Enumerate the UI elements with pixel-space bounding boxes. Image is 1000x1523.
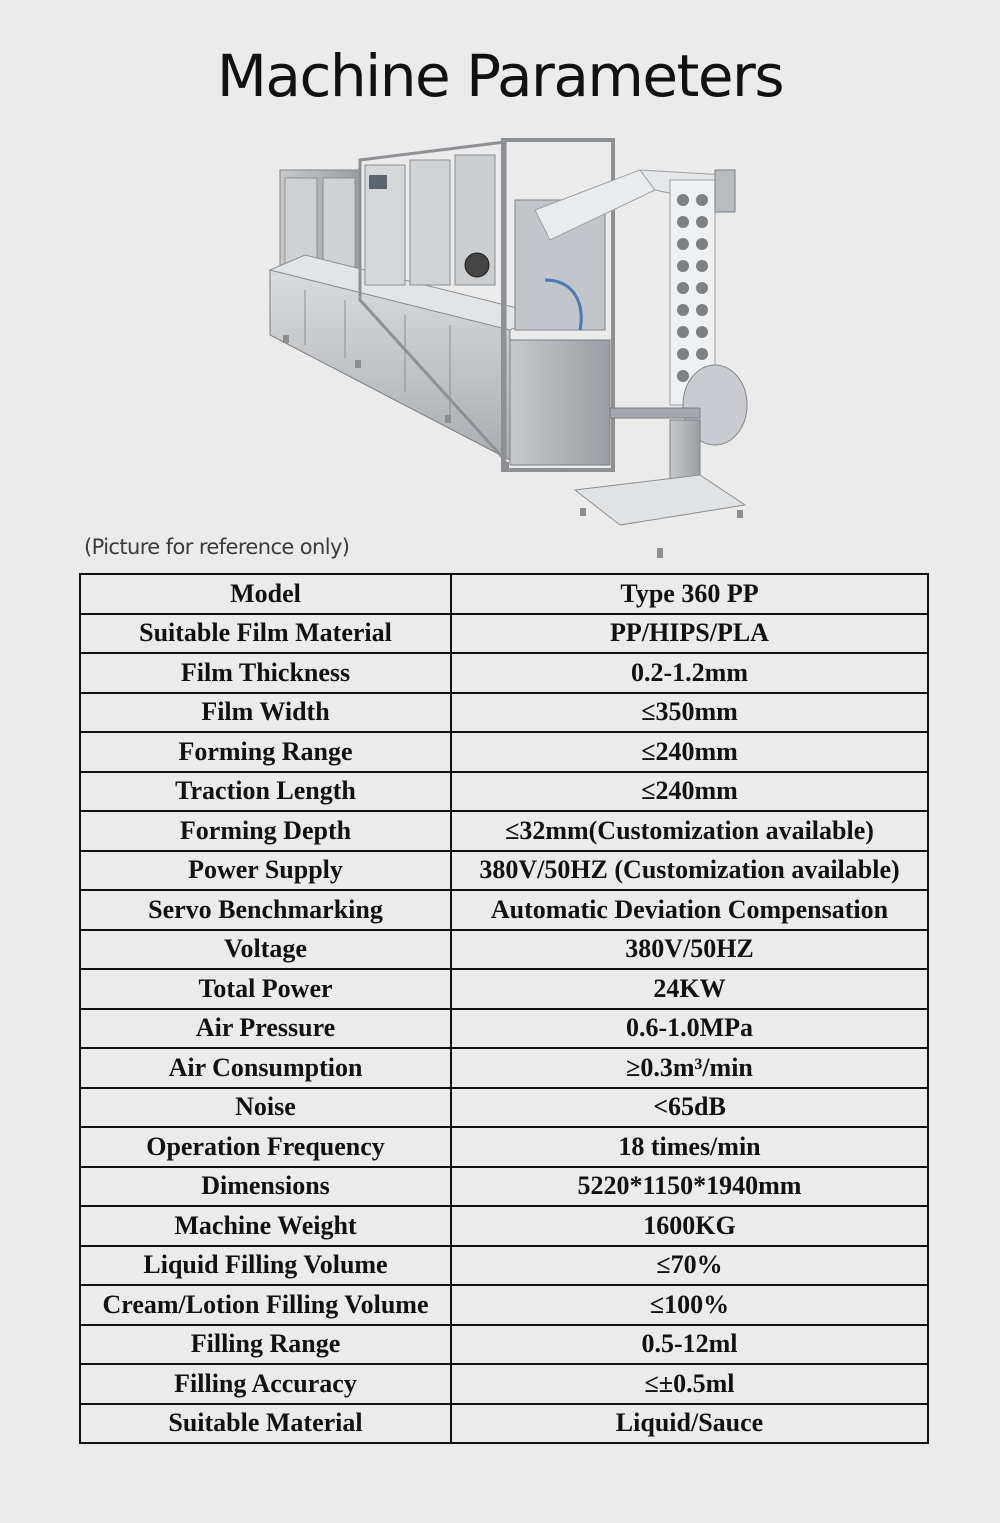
table-row xyxy=(80,732,928,772)
param-value: 1600KG xyxy=(451,1206,928,1246)
param-label: Liquid Filling Volume xyxy=(80,1246,451,1286)
param-label: Forming Range xyxy=(80,732,451,772)
param-label: Traction Length xyxy=(80,772,451,812)
table-row xyxy=(80,811,928,851)
table-row xyxy=(80,1048,928,1088)
table-row xyxy=(80,574,928,614)
parameters-table xyxy=(79,573,929,1444)
param-label: Air Pressure xyxy=(80,1009,451,1049)
param-label: Film Width xyxy=(80,693,451,733)
machine-illustration xyxy=(245,130,765,570)
table-row xyxy=(80,1404,928,1444)
table-row xyxy=(80,1285,928,1325)
param-value: Automatic Deviation Compensation xyxy=(451,890,928,930)
table-row xyxy=(80,614,928,654)
param-label: Forming Depth xyxy=(80,811,451,851)
param-value: <65dB xyxy=(451,1088,928,1128)
table-row xyxy=(80,1325,928,1365)
table-row xyxy=(80,693,928,733)
table-row xyxy=(80,1246,928,1286)
param-value: ≤32mm(Customization available) xyxy=(451,811,928,851)
param-label: Power Supply xyxy=(80,851,451,891)
table-row xyxy=(80,772,928,812)
param-value: 5220*1150*1940mm xyxy=(451,1167,928,1207)
param-label: Machine Weight xyxy=(80,1206,451,1246)
param-value: ≤±0.5ml xyxy=(451,1364,928,1404)
param-label: Filling Range xyxy=(80,1325,451,1365)
param-value: ≤350mm xyxy=(451,693,928,733)
table-row xyxy=(80,1206,928,1246)
param-label: Operation Frequency xyxy=(80,1127,451,1167)
param-label: Air Consumption xyxy=(80,1048,451,1088)
param-value: ≤100% xyxy=(451,1285,928,1325)
param-label: Total Power xyxy=(80,969,451,1009)
param-label: Servo Benchmarking xyxy=(80,890,451,930)
param-value: Liquid/Sauce xyxy=(451,1404,928,1444)
param-value: ≤240mm xyxy=(451,732,928,772)
picture-caption: (Picture for reference only) xyxy=(84,535,350,559)
param-value: 24KW xyxy=(451,969,928,1009)
table-row xyxy=(80,653,928,693)
page-title: Machine Parameters xyxy=(216,42,784,110)
param-label: Model xyxy=(80,574,451,614)
table-row xyxy=(80,890,928,930)
param-label: Filling Accuracy xyxy=(80,1364,451,1404)
param-label: Suitable Film Material xyxy=(80,614,451,654)
param-label: Noise xyxy=(80,1088,451,1128)
param-value: 18 times/min xyxy=(451,1127,928,1167)
param-label: Cream/Lotion Filling Volume xyxy=(80,1285,451,1325)
param-value: 0.5-12ml xyxy=(451,1325,928,1365)
param-value: ≤70% xyxy=(451,1246,928,1286)
param-value: 0.6-1.0MPa xyxy=(451,1009,928,1049)
table-row xyxy=(80,1167,928,1207)
param-value: ≤240mm xyxy=(451,772,928,812)
param-value: 380V/50HZ xyxy=(451,930,928,970)
param-label: Film Thickness xyxy=(80,653,451,693)
table-row xyxy=(80,851,928,891)
param-label: Dimensions xyxy=(80,1167,451,1207)
param-value: 380V/50HZ (Customization available) xyxy=(451,851,928,891)
table-row xyxy=(80,969,928,1009)
param-label: Suitable Material xyxy=(80,1404,451,1444)
table-row xyxy=(80,1364,928,1404)
param-value: ≥0.3m³/min xyxy=(451,1048,928,1088)
table-row xyxy=(80,1088,928,1128)
table-row xyxy=(80,930,928,970)
param-label: Voltage xyxy=(80,930,451,970)
param-value: PP/HIPS/PLA xyxy=(451,614,928,654)
table-row xyxy=(80,1127,928,1167)
param-value: Type 360 PP xyxy=(451,574,928,614)
param-value: 0.2-1.2mm xyxy=(451,653,928,693)
table-row xyxy=(80,1009,928,1049)
